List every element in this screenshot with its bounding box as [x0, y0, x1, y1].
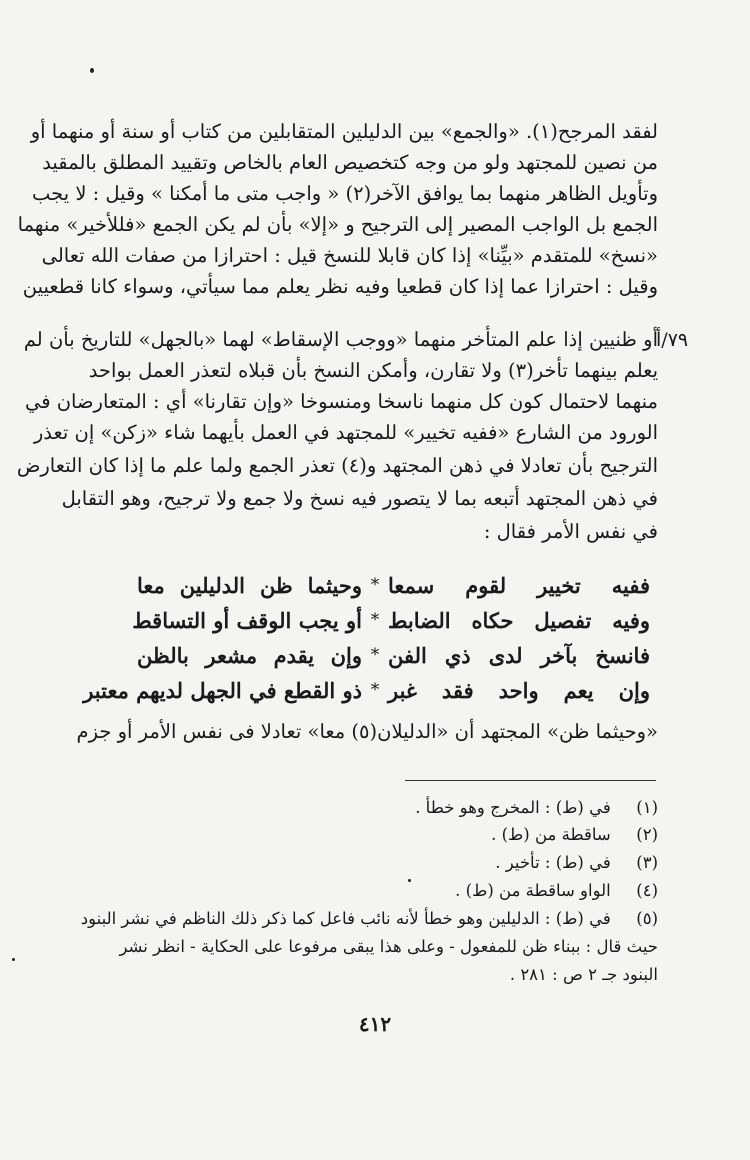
- margin-folio-note: ٧٩/أ: [656, 329, 689, 351]
- footnote-text: في (ط) : الدليلين وهو خطأ لأنه نائب فاعل كما ذكر ذلك الناظم في نشر البنود: [80, 909, 611, 928]
- footnote-number: (٣): [636, 853, 658, 872]
- verse-separator: *: [370, 575, 380, 595]
- verse-separator: *: [370, 680, 380, 700]
- body-line: الجمع بل الواجب المصير إلى الترجيح و «إلا» بأن لم يكن الجمع «فللأخير» منهما: [17, 213, 658, 236]
- body-line: يعلم بينهما تأخر(٣) ولا تقارن، وأمكن النسخ بأن قبلاه لتعذر العمل بواحد: [88, 359, 658, 382]
- footnote-text: في (ط) : تأخير .: [495, 853, 611, 872]
- footnote-number: (٢): [636, 825, 658, 844]
- body-line: «نسخ» للمتقدم «بيِّنا» إذا كان قابلا للنسخ قيل : احترازا من صفات الله تعالى: [41, 244, 658, 267]
- footnote-number: (١): [636, 798, 658, 817]
- verse-first-hemistich: أو يجب الوقف أو التساقط: [132, 608, 362, 633]
- footnote: [80, 909, 658, 928]
- speck-mark: [408, 879, 411, 882]
- footnote-number: (٥): [636, 909, 658, 928]
- footnote-separator: [405, 780, 656, 781]
- verse-second-hemistich: وفيه تفصيل حكاه الضابط: [388, 608, 650, 633]
- footnote-continuation: البنود جـ ٢ ص : ٢٨١ .: [509, 965, 658, 984]
- body-line: أو ظنيين إذا علم المتأخر منهما «ووجب الإسقاط» لهما «بالجهل» للتاريخ بأن لم: [23, 328, 658, 351]
- footnote-number: (٤): [636, 881, 658, 900]
- body-line: وقيل : احترازا عما إذا كان قطعيا وفيه نظر يعلم مما سيأتي، وسواء كانا قطعيين: [22, 275, 658, 298]
- body-line: «وحيثما ظن» المجتهد أن «الدليلان(٥) معا» تعادلا فى نفس الأمر أو جزم: [76, 720, 658, 743]
- footnote: [95, 855, 658, 872]
- verse-second-hemistich: وإن يعم واحد فقد غبر: [388, 678, 650, 703]
- body-line: في ذهن المجتهد أتبعه بما لا يتصور فيه نسخ ولا جمع ولا ترجيح، وهو التقابل: [61, 487, 658, 510]
- footnote-continuation: حيث قال : ببناء ظن للمفعول - وعلى هذا يبقى مرفوعا على الحكاية - انظر نشر: [119, 937, 658, 956]
- body-line: منهما لاحتمال كون كل منهما ناسخا ومنسوخا «وإن تقارنا» أي : المتعارضان في: [24, 390, 658, 413]
- footnote-text: ساقطة من (ط) .: [491, 825, 611, 844]
- page-number: ٤١٢: [358, 1012, 392, 1036]
- body-line: الترجيح بأن تعادلا في ذهن المجتهد و(٤) تعذر الجمع ولما علم ما إذا كان التعارض: [16, 454, 658, 477]
- footnote: [95, 800, 658, 817]
- verse-first-hemistich: ذو القطع في الجهل لديهم معتبر: [83, 678, 362, 703]
- body-line: من نصين للمجتهد ولو من وجه كتخصيص العام بالخاص وتقييد المطلق بالمقيد: [42, 151, 658, 174]
- verse-separator: *: [370, 610, 380, 630]
- footnote-text: الواو ساقطة من (ط) .: [455, 881, 611, 900]
- footnote: [95, 883, 658, 900]
- verse-second-hemistich: فانسخ بآخر لدى ذي الفن: [388, 643, 650, 668]
- footnote-text: في (ط) : المخرج وهو خطأ .: [415, 798, 611, 817]
- speck-mark: [90, 68, 94, 73]
- verse-separator: *: [370, 645, 380, 665]
- body-line: في نفس الأمر فقال :: [483, 520, 658, 543]
- body-line: الورود من الشارع «ففيه تخيير» للمجتهد في العمل بأيهما شاء «زكن» إن تعذر: [33, 421, 658, 444]
- footnote: [95, 827, 658, 844]
- body-line: وتأويل الظاهر منهما بما يوافق الآخر(٢) « واجب متى ما أمكنا » وقيل : لا يجب: [31, 182, 658, 205]
- verse-second-hemistich: ففيه تخيير لقوم سمعا: [388, 573, 650, 598]
- speck-mark: [12, 958, 15, 961]
- verse-first-hemistich: وحيثما ظن الدليلين معا: [137, 573, 362, 598]
- verse-first-hemistich: وإن يقدم مشعر بالظن: [137, 643, 362, 668]
- body-line: لفقد المرجح(١). «والجمع» بين الدليلين المتقابلين من كتاب أو سنة أو منهما أو: [30, 120, 658, 143]
